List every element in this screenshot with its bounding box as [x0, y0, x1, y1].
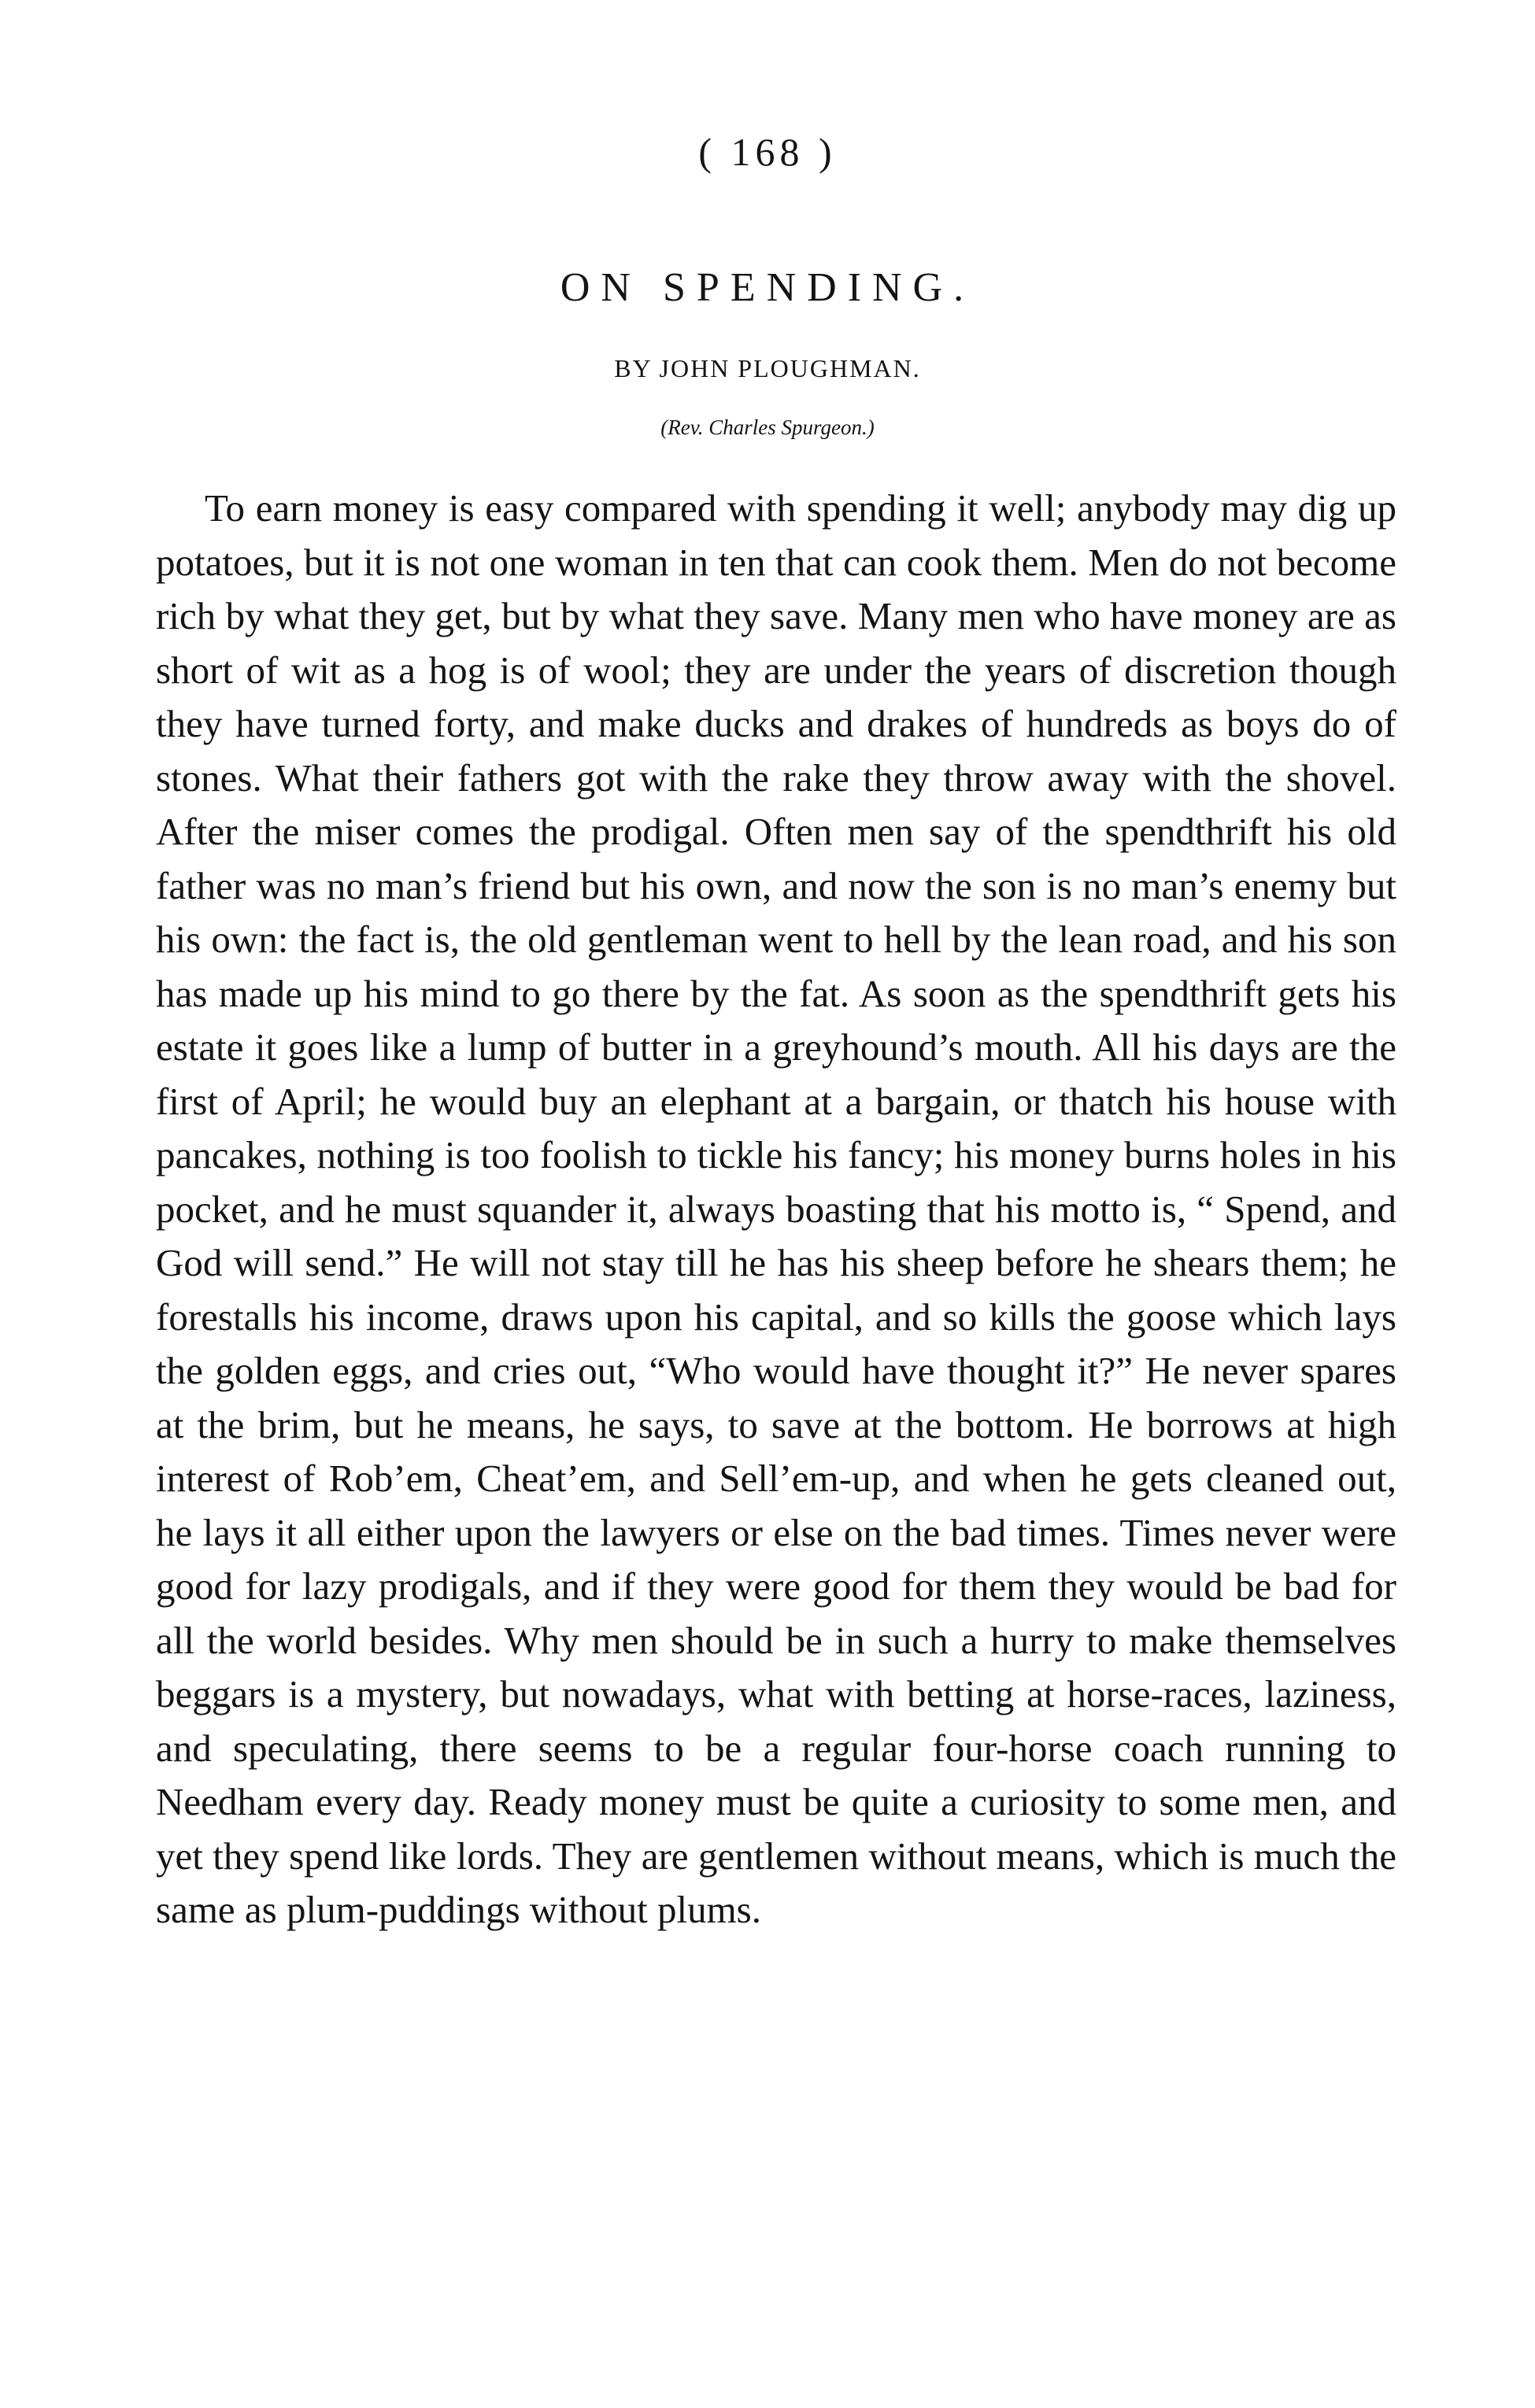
article-body: To earn money is easy compared with spending it well; anybody may dig up potatoes, but it is not one woman in ten that can cook them. Men do not become rich by what they get, but by what they save. Many men who have money are as short of wit as a hog is of wool; they are under the years of discretion though they have turned forty, and make ducks and drakes of hundreds as boys do of stones. What their fathers got with the rake they throw away with the shovel. After the miser comes the prodigal. Often men say of the spendthrift his old father was no man’s friend but his own, and now the son is no man’s enemy but his own: the fact is, the old gentleman went to hell by the lean road, and his son has made up his mind to go there by the fat. As soon as the spendthrift gets his estate it goes like a lump of butter in a greyhound’s mouth. All his days are the first of April; he would buy an elephant at a bargain, or thatch his house with pancakes, nothing is too foolish to tickle his fancy; his money burns holes in his pocket, and he must squander it, always boasting that his motto is, “ Spend, and God will send.” He will not stay till he has his sheep before he shears them; he forestalls his income, draws upon his capital, and so kills the goose which lays the golden eggs, and cries out, “Who would have thought it?” He never spares at the brim, but he means, he says, to save at the bottom. He borrows at high interest of Rob’em, Cheat’em, and Sell’em-up, and when he gets cleaned out, he lays it all either upon the lawyers or else on the bad times. Times never were good for lazy prodigals, and if they were good for them they would be bad for all the world besides. Why men should be in such a hurry to make themselves beggars is a mystery, but nowadays, what with betting at horse-races, laziness, and speculating, there seems to be a regular four-horse coach running to Needham every day. Ready money must be quite a curiosity to some men, and yet they spend like lords. They are gentlemen without means, which is much the same as plum-puddings without plums. [156, 486, 1396, 1931]
article-title: ON SPENDING. [560, 265, 975, 310]
author-byline: BY JOHN PLOUGHMAN. [614, 354, 921, 382]
page-number: ( 168 ) [698, 130, 837, 174]
pseudonym-note: (Rev. Charles Spurgeon.) [660, 415, 875, 439]
